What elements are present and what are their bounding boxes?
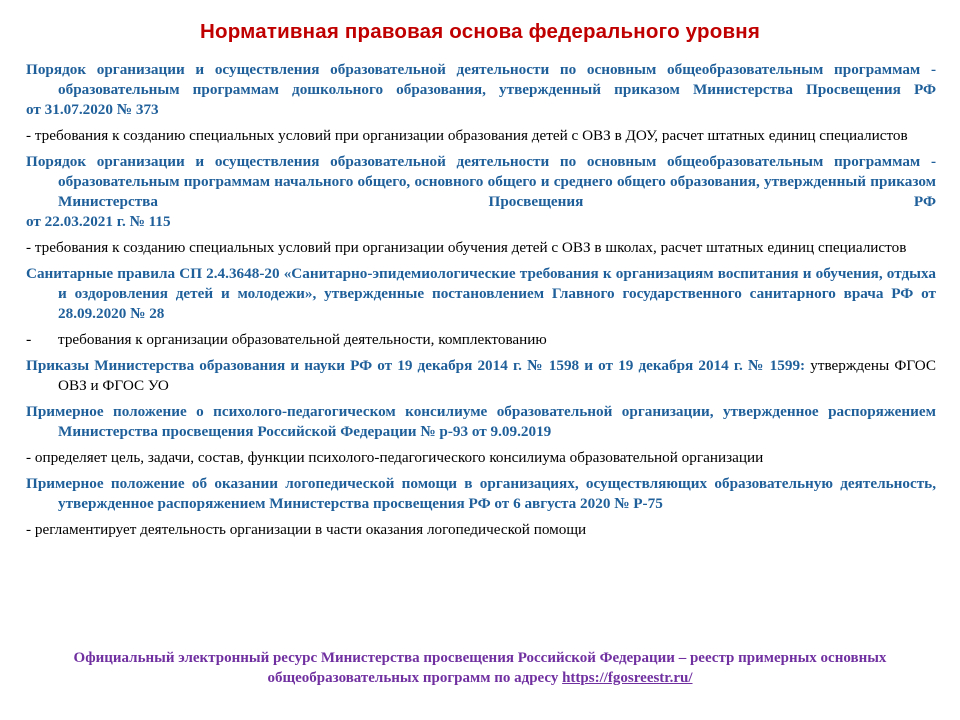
doc-heading-3: Санитарные правила СП 2.4.3648-20 «Санитарно-эпидемиологические требования к организациям воспитания и обучения, отдыха и оздоровления детей и молодежи», утвержденные постановлением Главного государственного санитарного врача РФ от 28.09.2020 № 28 (26, 265, 936, 322)
doc-heading-4 (26, 356, 936, 396)
doc-desc-1: - требования к созданию специальных условий при организации образования детей с ОВЗ в ДОУ, расчет штатных единиц специалистов (26, 127, 908, 144)
slide-title: Нормативная правовая основа федерального уровня (199, 20, 761, 43)
footer-link[interactable]: https://fgosreestr.ru/ (562, 670, 693, 686)
footer-note (0, 648, 960, 688)
doc-heading-1-text: Порядок организации и осуществления образовательной деятельности по основным общеобразовательным программам - образовательным программам дошкольного образования, утвержденный приказом Министерства Просвещения РФ (26, 61, 936, 98)
doc-heading-6: Примерное положение об оказании логопедической помощи в организациях, осуществляющих образовательную деятельность, утвержденное распоряжением Министерства просвещения РФ от 6 августа 2020 № Р-75 (26, 475, 936, 512)
doc-desc-2: - требования к созданию специальных условий при организации обучения детей с ОВЗ в школах, расчет штатных единиц специалистов (26, 239, 907, 256)
dash-marker: - (26, 331, 32, 348)
doc-heading-2-text: Порядок организации и осуществления образовательной деятельности по основным общеобразовательным программам - образовательным программам начального общего, основного общего и среднего общего образования, утвержденный приказом Министерства Просвещения РФ (26, 153, 936, 210)
footer-text: Официальный электронный ресурс Министерства просвещения Российской Федерации – реестр примерных основных общеобразовательных программ по адресу (73, 650, 887, 686)
doc-heading-4-text: Приказы Министерства образования и науки РФ от 19 декабря 2014 г. № 1598 и от 19 декабря 2014 г. № 1599: (26, 357, 806, 374)
doc-heading-2 (26, 152, 936, 232)
doc-heading-2-date: от 22.03.2021 г. № 115 (26, 213, 171, 230)
doc-desc-6: - регламентирует деятельность организации в части оказания логопедической помощи (26, 521, 587, 538)
doc-desc-5: - определяет цель, задачи, состав, функции психолого-педагогического консилиума образовательной организации (26, 449, 764, 466)
doc-heading-1 (26, 60, 936, 120)
doc-desc-3-text: требования к организации образовательной деятельности, комплектованию (58, 331, 547, 348)
doc-heading-1-date: от 31.07.2020 № 373 (26, 101, 159, 118)
doc-desc-3 (26, 330, 936, 350)
doc-heading-4-tail: утверждены ФГОС ОВЗ и ФГОС УО (58, 357, 936, 394)
doc-heading-5: Примерное положение о психолого-педагогическом консилиуме образовательной организации, утвержденное распоряжением Министерства просвещения Российской Федерации № р-93 от 9.09.2019 (26, 403, 936, 440)
document-list (26, 60, 936, 546)
